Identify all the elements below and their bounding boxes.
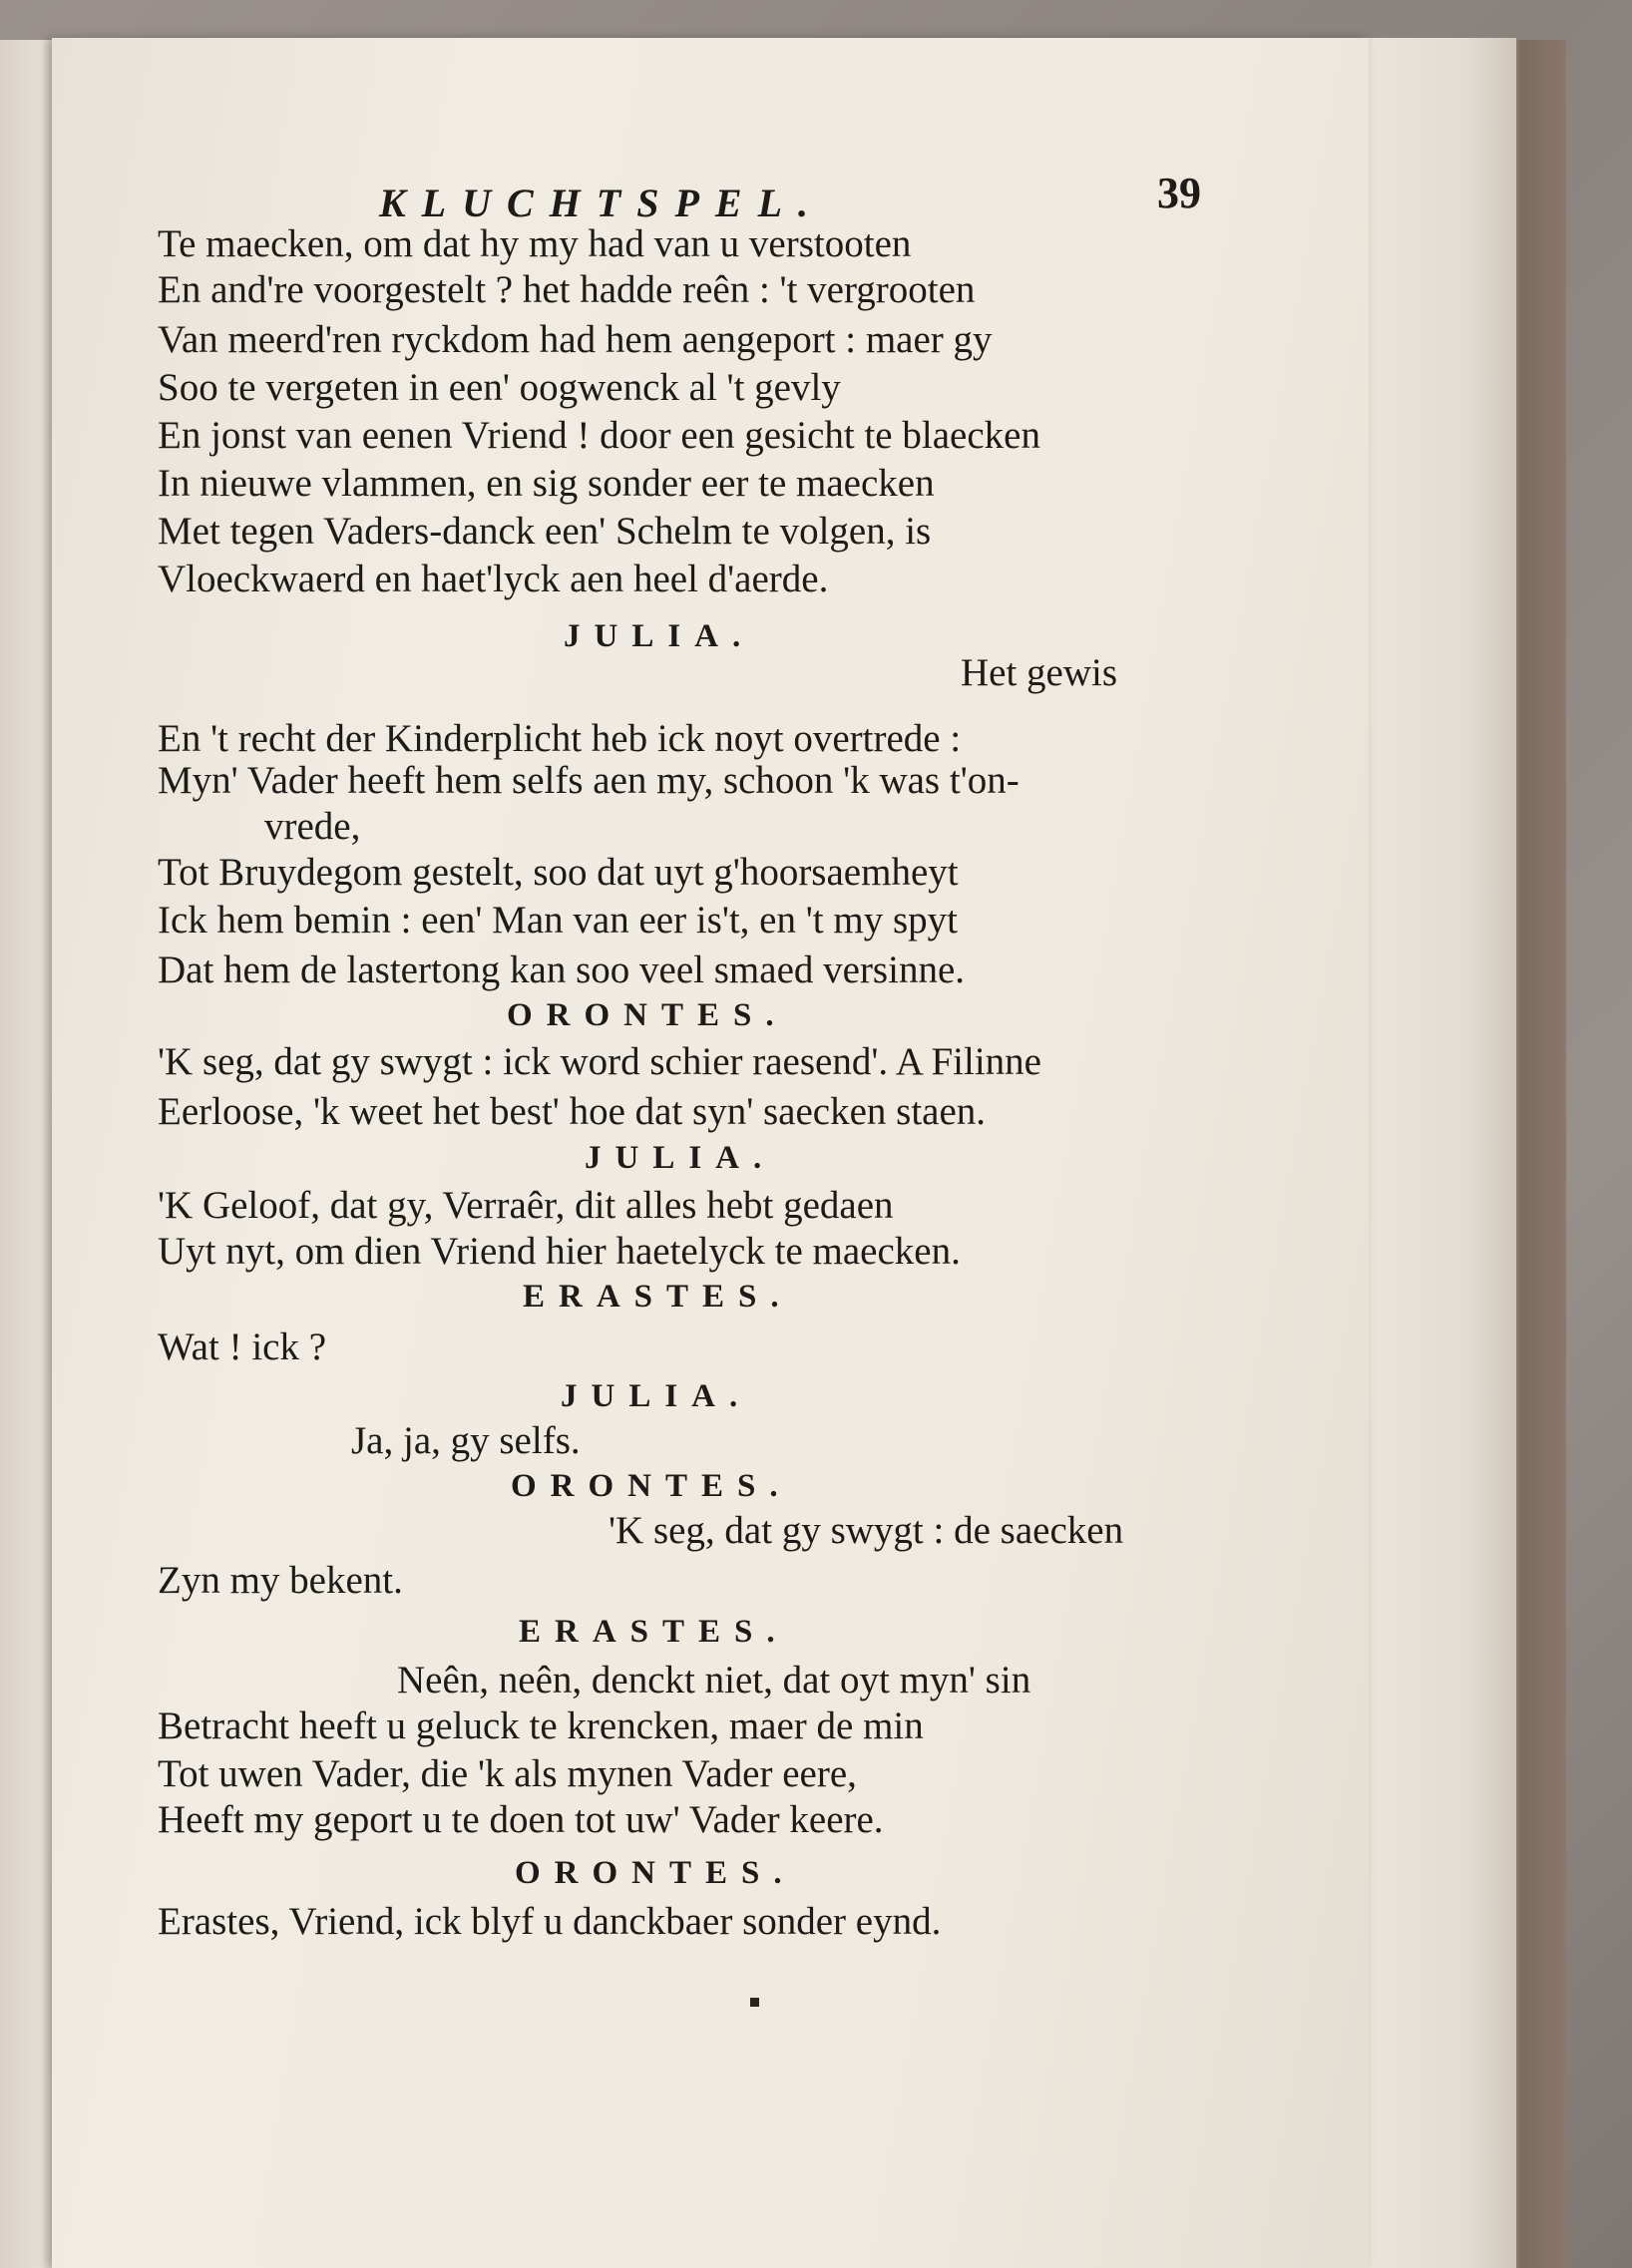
- verse-line: Wat ! ick ?: [158, 1325, 327, 1368]
- speaker-name: ERASTES.: [523, 1279, 793, 1315]
- verse-line: Zyn my bekent.: [158, 1559, 403, 1602]
- verse-line: Myn' Vader heeft hem selfs aen my, schoon 'k was t'on-: [158, 759, 1020, 802]
- verse-line: Ja, ja, gy selfs.: [351, 1419, 581, 1462]
- verse-line: Eerloose, 'k weet het best' hoe dat syn' saecken staen.: [158, 1090, 987, 1133]
- speaker-name: JULIA.: [564, 618, 755, 654]
- verse-line: Erastes, Vriend, ick blyf u danckbaer sonder eynd.: [158, 1900, 942, 1943]
- speaker-name: JULIA.: [585, 1140, 776, 1176]
- speaker-name: ORONTES.: [515, 1855, 796, 1891]
- page-number: 39: [1157, 169, 1201, 217]
- verse-line: Tot uwen Vader, die 'k als mynen Vader eere,: [158, 1752, 857, 1795]
- verse-line: Te maecken, om dat hy my had van u verstooten: [158, 222, 912, 265]
- verse-line: Het gewis: [961, 651, 1118, 694]
- verse-line: En 't recht der Kinderplicht heb ick noyt overtrede :: [158, 717, 962, 760]
- verse-line: En jonst van eenen Vriend ! door een gesicht te blaecken: [158, 414, 1040, 457]
- verse-line: In nieuwe vlammen, en sig sonder eer te maecken: [158, 462, 935, 505]
- speaker-name: ORONTES.: [511, 1468, 792, 1504]
- verse-line: Dat hem de lastertong kan soo veel smaed versinne.: [158, 948, 966, 991]
- verse-line: Uyt nyt, om dien Vriend hier haetelyck te maecken.: [158, 1230, 961, 1273]
- verse-line: 'K Geloof, dat gy, Verraêr, dit alles hebt gedaen: [158, 1184, 894, 1227]
- verse-line: En and're voorgestelt ? het hadde reên : 't vergrooten: [158, 268, 976, 311]
- speaker-name: ORONTES.: [507, 997, 788, 1033]
- verse-line: Ick hem bemin : een' Man van eer is't, en 't my spyt: [158, 899, 958, 942]
- running-title: KLUCHTSPEL.: [379, 181, 825, 225]
- verse-line: Vloeckwaerd en haet'lyck aen heel d'aerde.: [158, 558, 829, 600]
- verse-line: 'K seg, dat gy swygt : ick word schier raesend'. A Filinne: [158, 1040, 1041, 1083]
- printer-mark: [750, 1998, 759, 2007]
- verse-line: 'K seg, dat gy swygt : de saecken: [609, 1509, 1124, 1552]
- next-page-edge: [1347, 38, 1516, 2268]
- verse-line: vrede,: [264, 805, 361, 848]
- verse-line: Soo te vergeten in een' oogwenck al 't gevly: [158, 366, 841, 409]
- verse-line: Van meerd'ren ryckdom had hem aengeport : maer gy: [158, 318, 993, 361]
- verse-line: Met tegen Vaders-danck een' Schelm te volgen, is: [158, 510, 932, 553]
- speaker-name: ERASTES.: [519, 1614, 789, 1650]
- speaker-name: JULIA.: [561, 1378, 752, 1414]
- verse-line: Neên, neên, denckt niet, dat oyt myn' sin: [397, 1659, 1031, 1701]
- verse-line: Betracht heeft u geluck te krencken, maer de min: [158, 1704, 924, 1747]
- verse-line: Heeft my geport u te doen tot uw' Vader keere.: [158, 1798, 884, 1841]
- verse-line: Tot Bruydegom gestelt, soo dat uyt g'hoorsaemheyt: [158, 851, 959, 894]
